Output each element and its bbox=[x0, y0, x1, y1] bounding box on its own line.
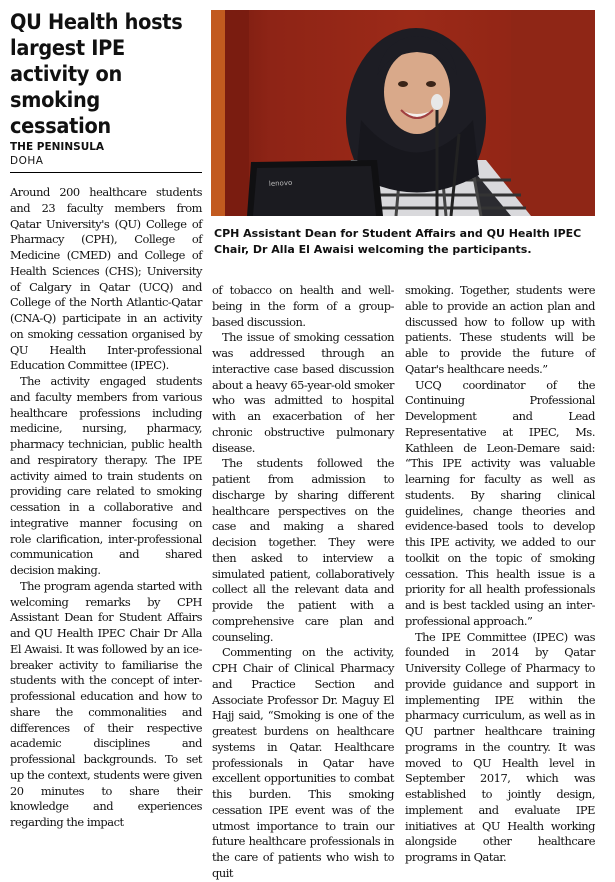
svg-text:lenovo: lenovo bbox=[268, 178, 293, 188]
body-column-2 bbox=[212, 283, 394, 882]
paragraph: The issue of smoking cessation was addressed through an interactive case based discussion about a heavy 65-year-old smoker who was admitted to hospital with an exacerbation of her chronic obstructive pulmonary disease. bbox=[212, 330, 394, 455]
byline-place: DOHA bbox=[10, 155, 44, 167]
byline-source: THE PENINSULA bbox=[10, 141, 105, 153]
paragraph: The students followed the patient from admission to discharge by sharing different healthcare perspectives on the case and making a shared decision together. They were then asked to interview a simulated patient, collaboratively collect all the relevant data and provide the patient with a comprehensive care plan and counseling. bbox=[212, 456, 394, 644]
headline: QU Health hosts largest IPE activity on smoking cessation bbox=[10, 10, 183, 139]
photo-caption: CPH Assistant Dean for Student Affairs and QU Health IPEC Chair, Dr Alla El Awaisi welcoming the participants. bbox=[214, 227, 582, 256]
body-column-1 bbox=[10, 185, 202, 831]
paragraph: Commenting on the activity, CPH Chair of Clinical Pharmacy and Practice Section and Associate Professor Dr. Maguy El Hajj said, “Smoking is one of the greatest burdens on healthcare systems in Qatar. Healthcare professionals in Qatar have excellent opportunities to combat this burden. This smoking cessation IPE event was of the utmost importance to train our future healthcare professionals in the care of patients who wish to quit bbox=[212, 645, 394, 880]
paragraph: The program agenda started with welcoming remarks by CPH Assistant Dean for Student Affairs and QU Health IPEC Chair Dr Alla El Awaisi. It was followed by an ice-breaker activity to familiarise the students with the concept of inter-professional education and how to share the commonalities and differences of their respective academic disciplines and professional backgrounds. To set up the context, students were given 20 minutes to share their knowledge and experiences regarding the impact bbox=[10, 578, 202, 829]
photo-illustration bbox=[211, 10, 595, 216]
body-column-3 bbox=[405, 283, 595, 866]
byline-divider bbox=[10, 172, 202, 173]
paragraph: The activity engaged students and faculty members from various healthcare professions including medicine, nursing, pharmacy, pharmacy technician, public health and respiratory therapy. The IPE activity aimed to train students on providing care related to smoking cessation in a collaborative and integrative manner focusing on role clarification, inter-professional communication and shared decision making. bbox=[10, 374, 202, 577]
paragraph: UCQ coordinator of the Continuing Professional Development and Lead Representative at IPEC, Ms. Kathleen de Leon-Demare said: “This IPE activity was valuable learning for faculty as well as students. By sharing clinical guidelines, change theories and evidence-based tools to develop this IPE activity, we added to our toolkit on the topic of smoking cessation. This health issue is a priority for all health professionals and is best tackled using an inter-professional approach.” bbox=[405, 377, 595, 628]
paragraph: smoking. Together, students were able to provide an action plan and discussed how to follow up with patients. These students will be able to provide the future of Qatar's healthcare needs.” bbox=[405, 283, 595, 376]
article-photo bbox=[211, 10, 595, 216]
paragraph: Around 200 healthcare students and 23 faculty members from Qatar University's (QU) College of Pharmacy (CPH), College of Medicine (CMED) and College of Health Sciences (CHS); University of Calgary in Qatar (UCQ) and College of the North Atlantic-Qatar (CNA-Q) participate in an activity on smoking cessation organised by QU Health Inter-professional Education Committee (IPEC). bbox=[10, 185, 202, 373]
paragraph: The IPE Committee (IPEC) was founded in 2014 by Qatar University College of Pharmacy to provide guidance and support in implementing IPE within the pharmacy curriculum, as well as in QU partner healthcare training programs in the country. It was moved to QU Health level in September 2017, which was established to jointly design, implement and evaluate IPE initiatives at QU Health working alongside other healthcare programs in Qatar. bbox=[405, 629, 595, 864]
paragraph: of tobacco on health and well-being in the form of a group-based discussion. bbox=[212, 283, 394, 329]
byline bbox=[10, 140, 202, 168]
